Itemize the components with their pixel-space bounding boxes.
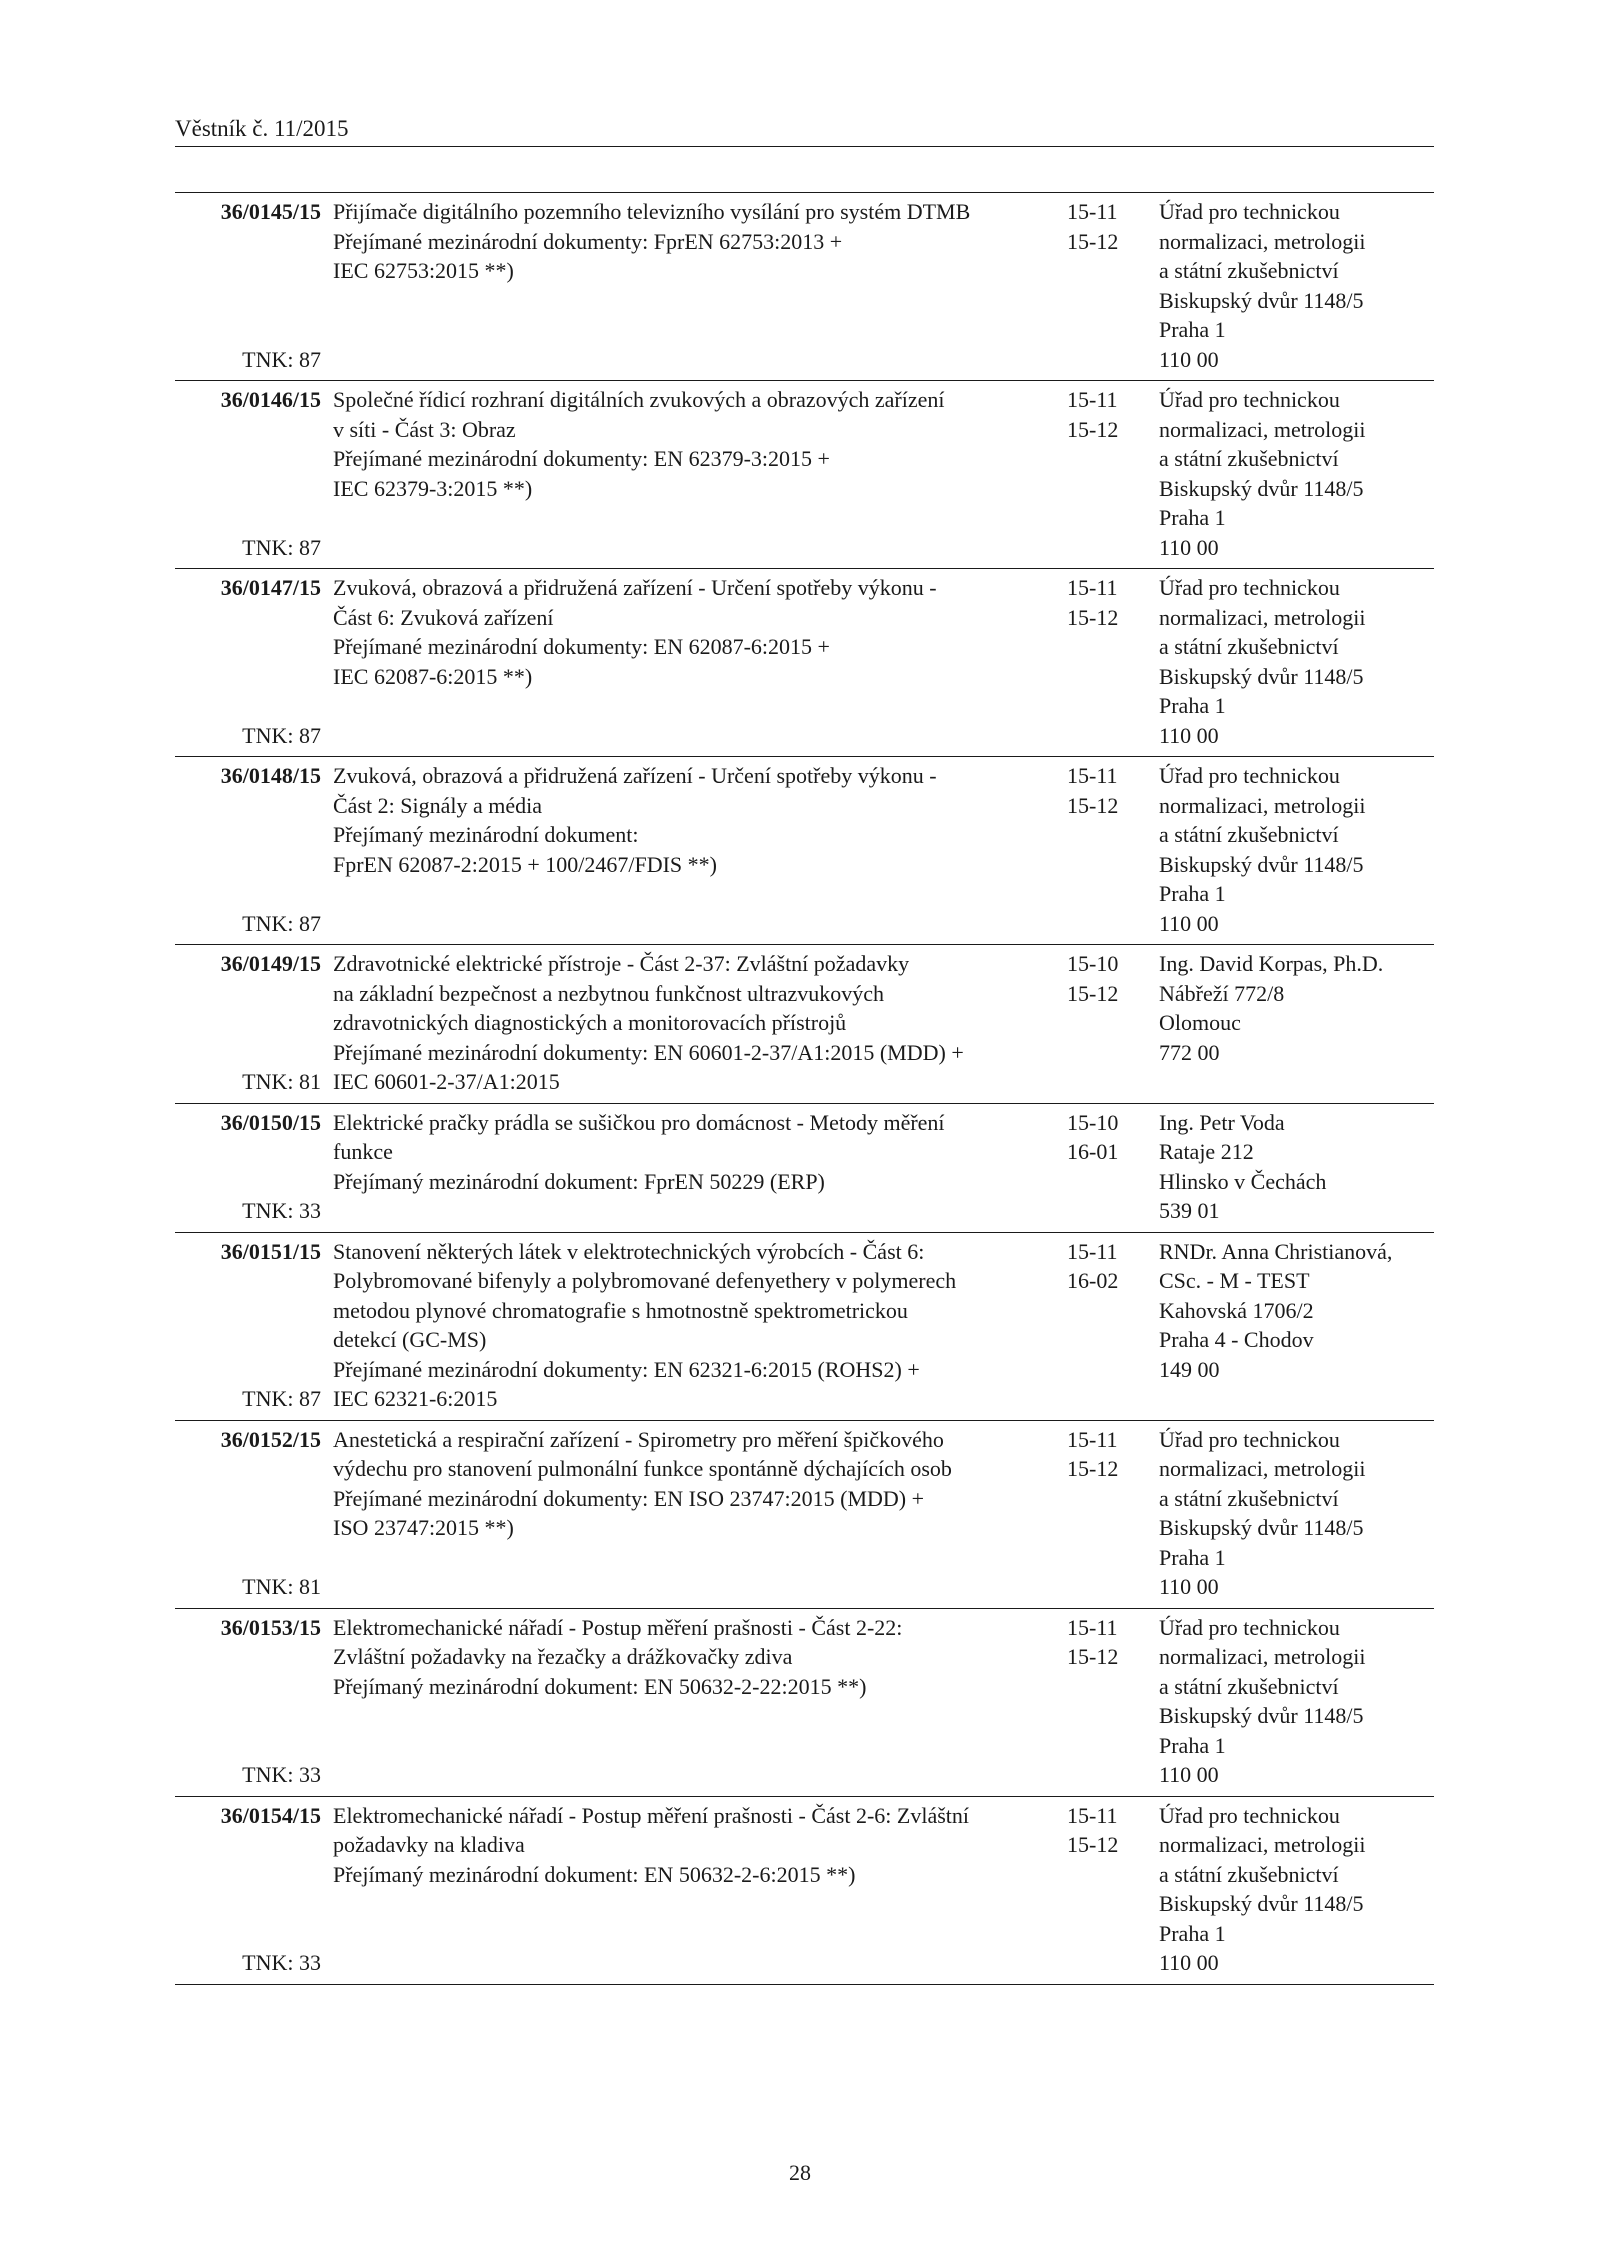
standard-id-cell <box>175 573 321 750</box>
tnk-code: TNK: 33 <box>242 1762 321 1787</box>
contact-line: Kahovská 1706/2 <box>1159 1297 1314 1323</box>
standard-id-cell <box>175 1108 321 1226</box>
description-line: Společné řídicí rozhraní digitálních zvukových a obrazových zařízení <box>333 387 945 412</box>
tnk-code: TNK: 87 <box>242 346 321 372</box>
date-line: 15-11 <box>1067 1426 1118 1452</box>
contact-line: 772 00 <box>1159 1039 1220 1065</box>
contact-line: normalizaci, metrologii <box>1159 792 1366 818</box>
standard-number: 36/0150/15 <box>220 1109 321 1135</box>
date-line: 15-12 <box>1067 1644 1119 1669</box>
contact-line: Praha 1 <box>1159 881 1226 906</box>
description-line: Část 6: Zvuková zařízení <box>333 604 554 630</box>
standard-id-cell <box>175 1425 321 1602</box>
contact-line: Biskupský dvůr 1148/5 <box>1159 475 1364 501</box>
tnk-code: TNK: 33 <box>242 1198 321 1223</box>
date-line: 15-12 <box>1067 1832 1119 1857</box>
contact-line: RNDr. Anna Christianová, <box>1159 1238 1393 1264</box>
contact-line: Praha 1 <box>1159 1732 1226 1758</box>
contact-line: Biskupský dvůr 1148/5 <box>1159 1703 1364 1728</box>
contact-line: Úřad pro technickou <box>1159 199 1340 224</box>
date-line: 15-12 <box>1067 416 1119 442</box>
contact-cell <box>1147 761 1434 938</box>
description-line: Polybromované bifenyly a polybromované defenyethery v polymerech <box>333 1268 957 1293</box>
description-line: Elektromechanické nářadí - Postup měření prašnosti - Část 2-6: Zvláštní <box>333 1802 970 1828</box>
contact-line: normalizaci, metrologii <box>1159 1832 1366 1857</box>
contact-line: Olomouc <box>1159 1010 1241 1035</box>
contact-line: 110 00 <box>1159 1574 1219 1599</box>
date-line: 15-11 <box>1067 1238 1118 1264</box>
description-line: IEC 62321-6:2015 <box>333 1386 498 1411</box>
description-line: IEC 60601-2-37/A1:2015 <box>333 1069 560 1094</box>
description-line: Přijímače digitálního pozemního televizního vysílání pro systém DTMB <box>333 199 971 224</box>
standard-id-cell <box>175 1801 321 1978</box>
date-line: 15-11 <box>1067 1802 1118 1828</box>
contact-line: 110 00 <box>1159 1950 1219 1975</box>
standard-number: 36/0153/15 <box>220 1614 321 1640</box>
contact-line: Biskupský dvůr 1148/5 <box>1159 1891 1364 1916</box>
tnk-code: TNK: 87 <box>242 722 321 748</box>
tnk-code: TNK: 33 <box>242 1950 321 1975</box>
description-cell <box>321 385 1055 562</box>
description-line: Přejímané mezinárodní dokumenty: EN 60601-2-37/A1:2015 (MDD) + <box>333 1039 964 1065</box>
contact-line: 149 00 <box>1159 1356 1220 1382</box>
contact-line: normalizaci, metrologii <box>1159 1644 1366 1669</box>
table-row <box>175 569 1434 757</box>
table-row <box>175 381 1434 569</box>
table-row <box>175 1233 1434 1421</box>
standard-id-cell <box>175 761 321 938</box>
description-cell <box>321 573 1055 750</box>
contact-line: Úřad pro technickou <box>1159 1802 1340 1828</box>
description-line: FprEN 62087-2:2015 + 100/2467/FDIS **) <box>333 851 717 877</box>
contact-line: Úřad pro technickou <box>1159 387 1340 412</box>
contact-cell <box>1147 1613 1434 1790</box>
contact-cell <box>1147 1237 1434 1414</box>
date-line: 15-11 <box>1067 387 1118 412</box>
contact-line: normalizaci, metrologii <box>1159 604 1366 630</box>
contact-line: normalizaci, metrologii <box>1159 1456 1366 1481</box>
standard-id-cell <box>175 1237 321 1414</box>
description-line: detekcí (GC-MS) <box>333 1327 487 1352</box>
description-line: Přejímané mezinárodní dokumenty: EN ISO 23747:2015 (MDD) + <box>333 1485 925 1511</box>
contact-cell <box>1147 573 1434 750</box>
description-line: Část 2: Signály a média <box>333 792 542 818</box>
description-line: požadavky na kladiva <box>333 1832 525 1857</box>
standard-id-cell <box>175 949 321 1097</box>
description-line: Zvláštní požadavky na řezačky a drážkovačky zdiva <box>333 1644 793 1669</box>
dates-cell <box>1055 385 1147 562</box>
dates-cell <box>1055 1108 1147 1226</box>
description-line: Zdravotnické elektrické přístroje - Část 2-37: Zvláštní požadavky <box>333 951 910 976</box>
table-row <box>175 1421 1434 1609</box>
description-line: Přejímaný mezinárodní dokument: EN 50632-2-6:2015 **) <box>333 1861 856 1887</box>
contact-line: Biskupský dvůr 1148/5 <box>1159 851 1364 877</box>
contact-line: a státní zkušebnictví <box>1159 1485 1339 1511</box>
dates-cell <box>1055 1425 1147 1602</box>
contact-line: Nábřeží 772/8 <box>1159 980 1285 1006</box>
date-line: 15-12 <box>1067 228 1119 254</box>
description-line: Přejímaný mezinárodní dokument: FprEN 50229 (ERP) <box>333 1168 825 1194</box>
contact-line: Praha 4 - Chodov <box>1159 1327 1314 1352</box>
description-line: Zvuková, obrazová a přidružená zařízení - Určení spotřeby výkonu - <box>333 763 937 788</box>
tnk-code: TNK: 87 <box>242 910 321 936</box>
contact-line: Praha 1 <box>1159 1920 1226 1946</box>
date-line: 15-10 <box>1067 1109 1119 1135</box>
standard-number: 36/0151/15 <box>220 1238 321 1264</box>
contact-line: 110 00 <box>1159 1762 1219 1787</box>
standard-id-cell <box>175 1613 321 1790</box>
description-line: Přejímaný mezinárodní dokument: EN 50632-2-22:2015 **) <box>333 1673 867 1699</box>
contact-line: Biskupský dvůr 1148/5 <box>1159 1515 1364 1540</box>
contact-line: Úřad pro technickou <box>1159 1426 1340 1452</box>
table-row <box>175 193 1434 381</box>
contact-line: Biskupský dvůr 1148/5 <box>1159 287 1364 313</box>
tnk-code: TNK: 81 <box>242 1069 321 1094</box>
contact-line: 110 00 <box>1159 534 1219 560</box>
description-cell <box>321 1108 1055 1226</box>
table-row <box>175 1104 1434 1233</box>
description-cell <box>321 1613 1055 1790</box>
description-line: IEC 62087-6:2015 **) <box>333 663 533 689</box>
contact-cell <box>1147 197 1434 374</box>
contact-line: Hlinsko v Čechách <box>1159 1168 1327 1194</box>
standard-number: 36/0145/15 <box>220 199 321 224</box>
description-cell <box>321 949 1055 1097</box>
contact-cell <box>1147 1801 1434 1978</box>
contact-cell <box>1147 1108 1434 1226</box>
contact-line: a státní zkušebnictví <box>1159 1861 1339 1887</box>
date-line: 15-12 <box>1067 980 1119 1006</box>
contact-line: Úřad pro technickou <box>1159 575 1340 600</box>
description-cell <box>321 761 1055 938</box>
contact-line: Úřad pro technickou <box>1159 763 1340 788</box>
standard-id-cell <box>175 385 321 562</box>
description-line: Přejímané mezinárodní dokumenty: FprEN 62753:2013 + <box>333 228 843 254</box>
page-header <box>175 112 1434 147</box>
dates-cell <box>1055 1801 1147 1978</box>
description-line: na základní bezpečnost a nezbytnou funkčnost ultrazvukových <box>333 980 885 1006</box>
contact-cell <box>1147 385 1434 562</box>
table-row <box>175 757 1434 945</box>
description-cell <box>321 1237 1055 1414</box>
description-line: IEC 62753:2015 **) <box>333 258 514 283</box>
dates-cell <box>1055 949 1147 1097</box>
description-line: Zvuková, obrazová a přidružená zařízení - Určení spotřeby výkonu - <box>333 575 937 600</box>
contact-line: Praha 1 <box>1159 317 1226 342</box>
contact-line: 539 01 <box>1159 1198 1220 1223</box>
date-line: 15-11 <box>1067 763 1118 788</box>
contact-line: normalizaci, metrologii <box>1159 228 1366 254</box>
contact-cell <box>1147 949 1434 1097</box>
standard-number: 36/0146/15 <box>220 387 321 412</box>
contact-line: a státní zkušebnictví <box>1159 258 1339 283</box>
contact-line: normalizaci, metrologii <box>1159 416 1366 442</box>
description-line: Přejímané mezinárodní dokumenty: EN 62321-6:2015 (ROHS2) + <box>333 1356 920 1382</box>
contact-line: a státní zkušebnictví <box>1159 822 1339 847</box>
description-line: Stanovení některých látek v elektrotechnických výrobcích - Část 6: <box>333 1238 925 1264</box>
table-row <box>175 1797 1434 1985</box>
description-cell <box>321 1801 1055 1978</box>
date-line: 15-10 <box>1067 951 1119 976</box>
standards-table <box>175 192 1434 1985</box>
description-line: zdravotnických diagnostických a monitorovacích přístrojů <box>333 1010 847 1035</box>
contact-line: 110 00 <box>1159 910 1219 936</box>
contact-line: a státní zkušebnictví <box>1159 634 1339 659</box>
standard-id-cell <box>175 197 321 374</box>
description-line: Elektromechanické nářadí - Postup měření prašnosti - Část 2-22: <box>333 1614 903 1640</box>
description-line: Přejímaný mezinárodní dokument: <box>333 822 639 847</box>
contact-line: Praha 1 <box>1159 693 1226 718</box>
standard-number: 36/0147/15 <box>220 575 321 600</box>
dates-cell <box>1055 197 1147 374</box>
table-row <box>175 1609 1434 1797</box>
description-line: v síti - Část 3: Obraz <box>333 416 516 442</box>
description-line: Elektrické pračky prádla se sušičkou pro domácnost - Metody měření <box>333 1109 945 1135</box>
page-number: 28 <box>789 2160 811 2185</box>
date-line: 15-11 <box>1067 199 1118 224</box>
description-cell <box>321 1425 1055 1602</box>
tnk-code: TNK: 87 <box>242 1386 321 1411</box>
dates-cell <box>1055 1237 1147 1414</box>
description-line: Přejímané mezinárodní dokumenty: EN 62087-6:2015 + <box>333 634 830 659</box>
tnk-code: TNK: 87 <box>242 534 321 560</box>
contact-cell <box>1147 1425 1434 1602</box>
dates-cell <box>1055 1613 1147 1790</box>
contact-line: Ing. Petr Voda <box>1159 1109 1285 1135</box>
date-line: 15-11 <box>1067 575 1118 600</box>
date-line: 15-12 <box>1067 792 1119 818</box>
contact-line: Ing. David Korpas, Ph.D. <box>1159 951 1384 976</box>
contact-line: 110 00 <box>1159 722 1219 748</box>
date-line: 15-11 <box>1067 1614 1118 1640</box>
date-line: 15-12 <box>1067 1456 1119 1481</box>
description-line: IEC 62379-3:2015 **) <box>333 475 533 501</box>
standard-number: 36/0152/15 <box>220 1426 321 1452</box>
date-line: 16-02 <box>1067 1268 1119 1293</box>
contact-line: Praha 1 <box>1159 1544 1226 1570</box>
description-line: Přejímané mezinárodní dokumenty: EN 62379-3:2015 + <box>333 446 830 471</box>
dates-cell <box>1055 573 1147 750</box>
contact-line: Rataje 212 <box>1159 1139 1254 1164</box>
date-line: 15-12 <box>1067 604 1119 630</box>
description-line: Anestetická a respirační zařízení - Spirometry pro měření špičkového <box>333 1426 944 1452</box>
contact-line: a státní zkušebnictví <box>1159 446 1339 471</box>
contact-line: Praha 1 <box>1159 505 1226 530</box>
description-cell <box>321 197 1055 374</box>
description-line: metodou plynové chromatografie s hmotnostně spektrometrickou <box>333 1297 908 1323</box>
description-line: funkce <box>333 1139 393 1164</box>
description-line: výdechu pro stanovení pulmonální funkce spontánně dýchajících osob <box>333 1456 952 1481</box>
contact-line: Úřad pro technickou <box>1159 1614 1340 1640</box>
page-title: Věstník č. 11/2015 <box>175 116 349 141</box>
date-line: 16-01 <box>1067 1139 1119 1164</box>
description-line: ISO 23747:2015 **) <box>333 1515 514 1540</box>
contact-line: a státní zkušebnictví <box>1159 1673 1339 1699</box>
contact-line: CSc. - M - TEST <box>1159 1268 1310 1293</box>
table-row <box>175 945 1434 1104</box>
tnk-code: TNK: 81 <box>242 1574 321 1599</box>
contact-line: 110 00 <box>1159 346 1219 372</box>
standard-number: 36/0148/15 <box>220 763 321 788</box>
contact-line: Biskupský dvůr 1148/5 <box>1159 663 1364 689</box>
standard-number: 36/0149/15 <box>220 951 321 976</box>
standard-number: 36/0154/15 <box>220 1802 321 1828</box>
dates-cell <box>1055 761 1147 938</box>
